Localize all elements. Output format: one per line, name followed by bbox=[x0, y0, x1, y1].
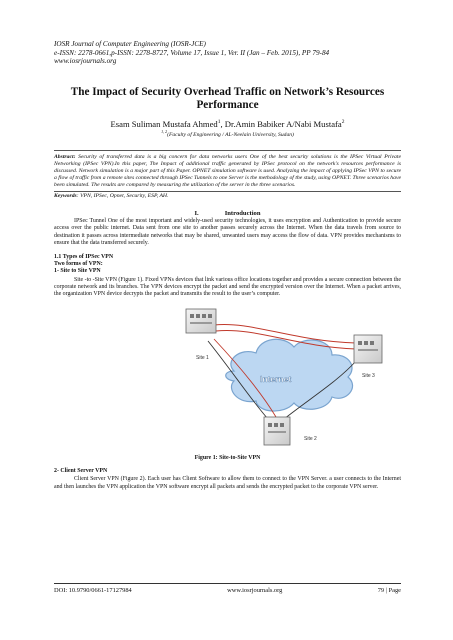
subsection-heading: 1.1 Types of IPSec VPN bbox=[54, 253, 114, 260]
figure-site-to-site bbox=[172, 301, 392, 453]
page-footer bbox=[54, 583, 401, 594]
journal-header bbox=[54, 40, 401, 66]
section-title: Introduction bbox=[224, 210, 261, 218]
affiliation-sup: 1, 2 bbox=[161, 128, 168, 134]
keywords-label: Keywords bbox=[54, 193, 77, 200]
paper-title bbox=[54, 86, 401, 112]
affiliation-text: (Faculty of Engineering / AL-Neelain University, Sudan) bbox=[167, 131, 294, 138]
site1-device bbox=[186, 309, 216, 333]
footer-page-number: 79 | Page bbox=[377, 587, 401, 594]
authors bbox=[54, 119, 401, 129]
author-2: , Dr.Amin Babiker A/Nabi Mustafa bbox=[220, 118, 342, 129]
title-line-1: The Impact of Security Overhead Traffic on Network’s Resources bbox=[70, 85, 385, 98]
journal-website: www.iosrjournals.org bbox=[54, 57, 117, 66]
footer-website: www.iosrjournals.org bbox=[227, 587, 283, 594]
site-to-site-paragraph: Site -to -Site VPN (Figure 1). Fixed VPNs devices that link various office locations together and provides a secure connection between the corporate network and its branches. The VPN devices encrypt the packet and send the encrypted version over the Internet. When a packet arrives, the organization VPN device decrypts the packet and transmits the result to the user’s computer. bbox=[54, 276, 401, 297]
site2-label: Site 2 bbox=[304, 436, 317, 443]
author-1-sup: 1 bbox=[217, 118, 221, 125]
keywords-text: : VPN, IPSec, Opnet, Security, ESP, AH. bbox=[76, 193, 169, 200]
client-server-heading: 2- Client Server VPN bbox=[54, 468, 108, 475]
abstract bbox=[54, 150, 401, 192]
introduction-paragraph: IPSec Tunnel One of the most important and widely-used security technologies, it uses encryption and Authentication to provide secure access over the public internet. Data sent from one site to another passes securely across the Internet. When the data travels from source to destination it passes across intermediate networks that may be shared, unwanted users may access the flow of data. VPN provides mechanisms to ensure that the data transferred securely. bbox=[54, 218, 401, 246]
section-number: I. bbox=[194, 210, 199, 218]
site3-label: Site 3 bbox=[362, 373, 375, 380]
site2-device bbox=[264, 417, 290, 445]
site-to-site-heading: 1- Site to Site VPN bbox=[54, 268, 101, 275]
author-2-sup: 2 bbox=[341, 118, 345, 125]
journal-name: IOSR Journal of Computer Engineering (IOSR-JCE) bbox=[54, 40, 206, 48]
section-heading-introduction bbox=[54, 210, 401, 217]
title-line-2: Performance bbox=[196, 98, 259, 111]
affiliation bbox=[54, 129, 401, 138]
client-server-paragraph: Client Server VPN (Figure 2). Each user has Client Software to allow them to connect to the VPN Server. a user connects to the Internet and then launches the VPN application the VPN software encrypt all packets and sends the encrypted packet to the corporate VPN server. bbox=[54, 476, 401, 490]
author-1: Esam Suliman Mustafa Ahmed bbox=[110, 118, 218, 129]
figure-caption: Figure 1: Site-to-Site VPN bbox=[194, 455, 261, 462]
site1-label: Site 1 bbox=[196, 355, 209, 362]
internet-label: Internet bbox=[260, 374, 292, 385]
footer-doi: DOI: 10.9790/0661-17127984 bbox=[54, 587, 132, 594]
abstract-label: Abstract: bbox=[54, 153, 76, 160]
network-diagram bbox=[172, 301, 392, 453]
keywords bbox=[54, 193, 401, 199]
issn-line: e-ISSN: 2278-0661,p-ISSN: 2278-8727, Volume 17, Issue 1, Ver. II (Jan – Feb. 2015), PP 79-84 bbox=[54, 48, 330, 57]
subsection-subheading: Two forms of VPN: bbox=[54, 261, 103, 268]
abstract-text: Security of transferred data is a big concern for data networks users One of the best security solutions is the IPSec Virtual Private Networking (IPSec VPN).In this paper, The Impact of additional traffic generated by IPSec protocol on the network's resources performance is discussed. Network simulation is a major part of this Paper. OPNET simulation software is used. Analyzing the impact of applying IPSec VPN to secure a flow of traffic from a remote sites connected through IPSec Tunnels to one Server is the methodology of the study, using OPNET. Three scenarios have been simulated. The results are compared by measuring the utilization of the server in the three scenarios. bbox=[54, 153, 401, 189]
site3-device bbox=[354, 335, 382, 363]
